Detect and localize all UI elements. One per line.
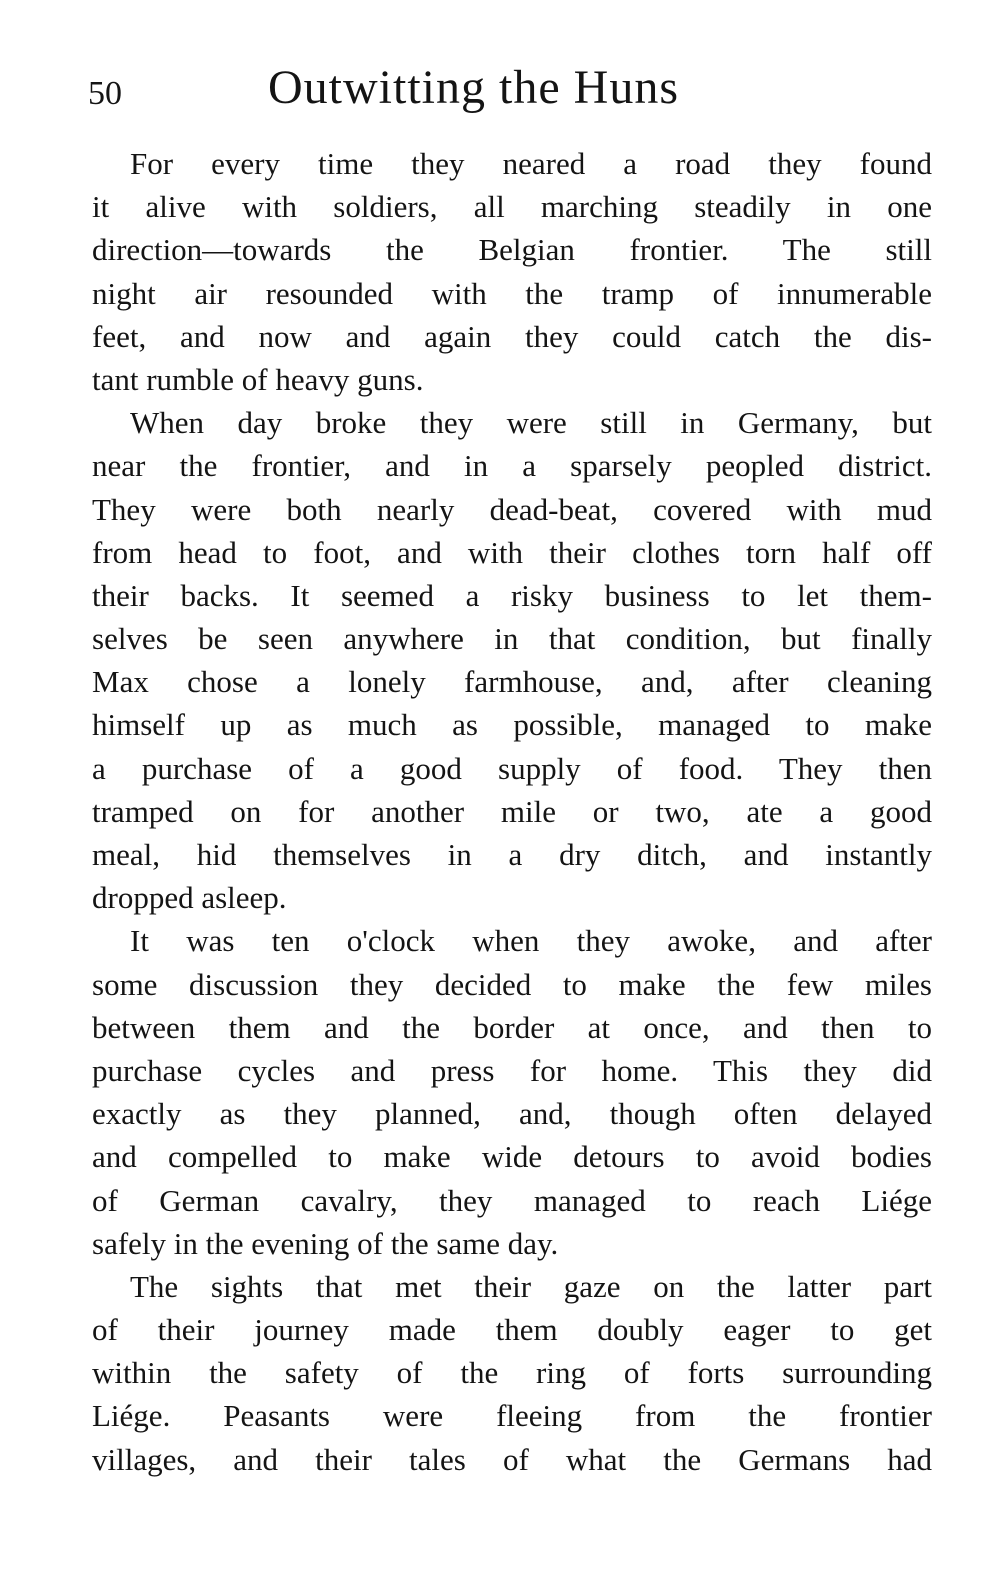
text-line: tramped on for another mile or two, ate a good [92,793,932,829]
text-line: villages, and their tales of what the Germans had [92,1441,932,1477]
body-text [92,142,932,1481]
page-number: 50 [88,75,122,112]
text-line: a purchase of a good supply of food. They then [92,750,932,786]
text-line: it alive with soldiers, all marching steadily in one [92,189,932,225]
text-line: of their journey made them doubly eager to get [92,1312,932,1348]
text-line: For every time they neared a road they found [130,146,932,181]
text-line: meal, hid themselves in a dry ditch, and instantly [92,837,932,872]
paragraph [92,919,932,1265]
text-line: Max chose a lonely farmhouse, and, after cleaning [92,664,932,700]
paragraph [92,142,932,401]
text-line: their backs. It seemed a risky business to let them- [92,577,932,613]
text-line: The sights that met their gaze on the latter part [130,1268,932,1304]
paragraph [92,401,932,919]
text-line: feet, and now and again they could catch the dis- [92,318,932,354]
running-title: Outwitting the Huns [268,61,679,114]
paragraph [92,1265,932,1481]
text-line: within the safety of the ring of forts surrounding [92,1355,932,1391]
text-line: himself up as much as possible, managed to make [92,707,932,743]
text-line: It was ten o'clock when they awoke, and after [130,923,932,959]
text-line: They were both nearly dead-beat, covered with mud [92,491,932,527]
text-line: of German cavalry, they managed to reach Liége [92,1182,932,1218]
text-line: and compelled to make wide detours to avoid bodies [92,1139,932,1175]
text-line: night air resounded with the tramp of innumerable [92,275,932,311]
text-line: dropped asleep. [92,880,287,916]
text-line: purchase cycles and press for home. This they did [92,1052,932,1088]
running-head [88,60,932,130]
text-line: safely in the evening of the same day. [92,1225,559,1261]
text-line: from head to foot, and with their clothes torn half off [92,534,932,570]
text-line: Liége. Peasants were fleeing from the frontier [92,1398,932,1434]
text-line: When day broke they were still in Germany, but [130,405,932,441]
text-line: tant rumble of heavy guns. [92,361,424,397]
text-line: some discussion they decided to make the few miles [92,966,932,1002]
text-line: between them and the border at once, and then to [92,1009,932,1045]
text-line: direction—towards the Belgian frontier. The still [92,232,932,268]
text-line: near the frontier, and in a sparsely peopled district. [92,448,932,484]
text-line: exactly as they planned, and, though often delayed [92,1096,932,1132]
text-line: selves be seen anywhere in that condition, but finally [92,621,932,657]
